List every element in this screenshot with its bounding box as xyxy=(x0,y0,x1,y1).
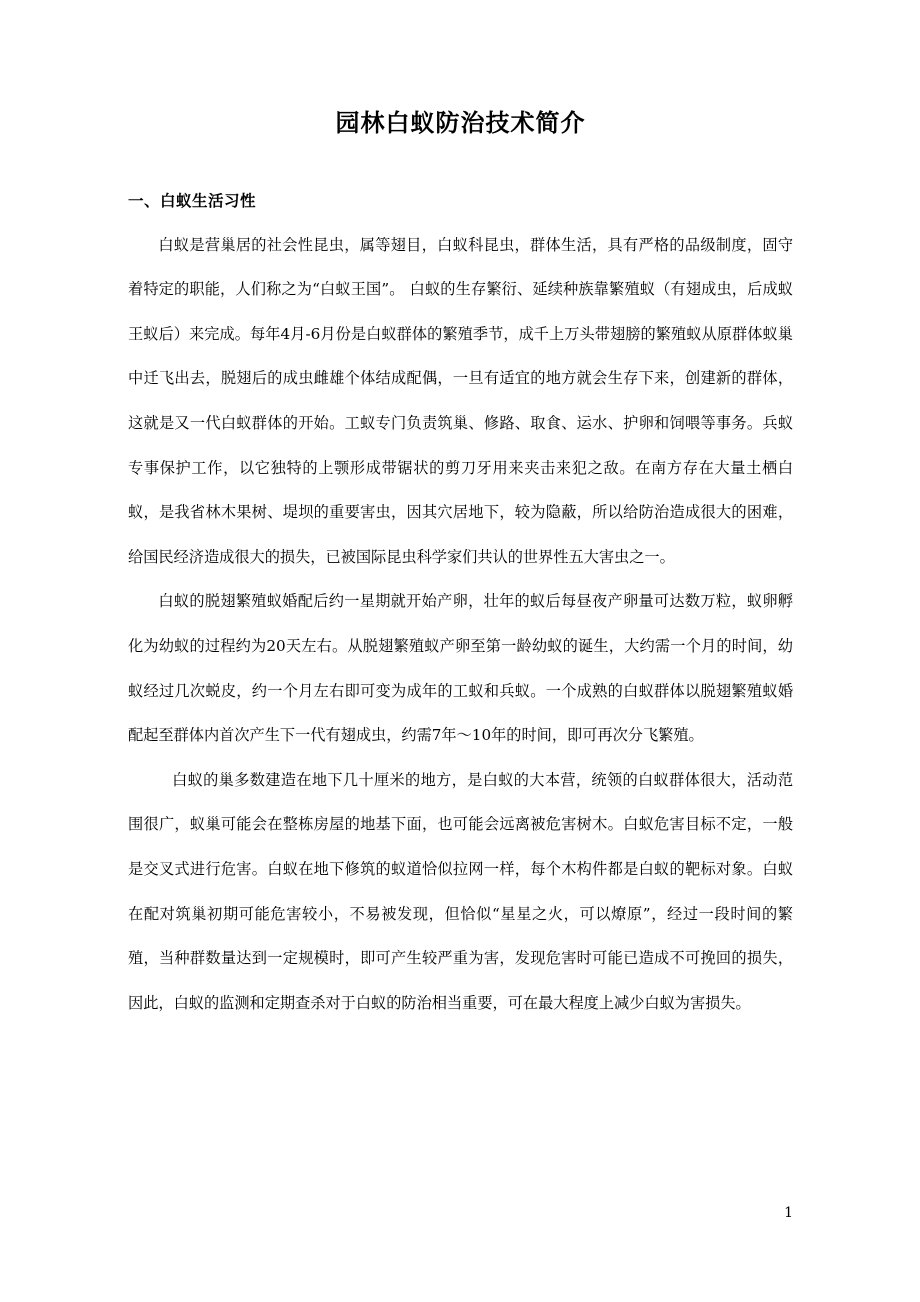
paragraph-1: 白蚁是营巢居的社会性昆虫，属等翅目，白蚁科昆虫，群体生活，具有严格的品级制度，固守着特定的职能，人们称之为“白蚁王国”。 白蚁的生存繁衍、延续种族靠繁殖蚁（有翅成虫，后成蚁王蚁后）来完成。每年4月-6月份是白蚁群体的繁殖季节，成千上万头带翅膀的繁殖蚁从原群体蚁巢中迁飞出去，脱翅后的成虫雌雄个体结成配偶，一旦有适宜的地方就会生存下来，创建新的群体，这就是又一代白蚁群体的开始。工蚁专门负责筑巢、修路、取食、运水、护卵和饲喂等事务。兵蚁专事保护工作，以它独特的上颚形成带锯状的剪刀牙用来夹击来犯之敌。在南方存在大量土栖白蚁，是我省林木果树、堤坝的重要害虫，因其穴居地下，较为隐蔽，所以给防治造成很大的困难，给国民经济造成很大的损失，已被国际昆虫科学家们共认的世界性五大害虫之一。 xyxy=(128,235,793,566)
section-heading-1: 一、白蚁生活习性 xyxy=(128,192,257,211)
paragraph-2: 白蚁的脱翅繁殖蚁婚配后约一星期就开始产卵，壮年的蚁后每昼夜产卵量可达数万粒，蚁卵孵化为幼蚁的过程约为20天左右。从脱翅繁殖蚁产卵至第一龄幼蚁的诞生，大约需一个月的时间，幼蚁经过几次蜕皮，约一个月左右即可变为成年的工蚁和兵蚁。一个成熟的白蚁群体以脱翅繁殖蚁婚配起至群体内首次产生下一代有翅成虫，约需7年～10年的时间，即可再次分飞繁殖。 xyxy=(128,592,793,745)
page-number: 1 xyxy=(784,1205,793,1221)
document-content-area xyxy=(128,0,793,1025)
page-title: 园林白蚁防治技术简介 xyxy=(335,108,586,137)
paragraph-3: 白蚁的巢多数建造在地下几十厘米的地方，是白蚁的大本营，统领的白蚁群体很大，活动范围很广，蚁巢可能会在整栋房屋的地基下面，也可能会远离被危害树木。白蚁危害目标不定，一般是交叉式进行危害。白蚁在地下修筑的蚁道恰似拉网一样，每个木构件都是白蚁的靶标对象。白蚁在配对筑巢初期可能危害较小，不易被发现，但恰似“星星之火，可以燎原”，经过一段时间的繁殖，当种群数量达到一定规模时，即可产生较严重为害，发现危害时可能已造成不可挽回的损失，因此，白蚁的监测和定期查杀对于白蚁的防治相当重要，可在最大程度上减少白蚁为害损失。 xyxy=(128,770,793,1012)
